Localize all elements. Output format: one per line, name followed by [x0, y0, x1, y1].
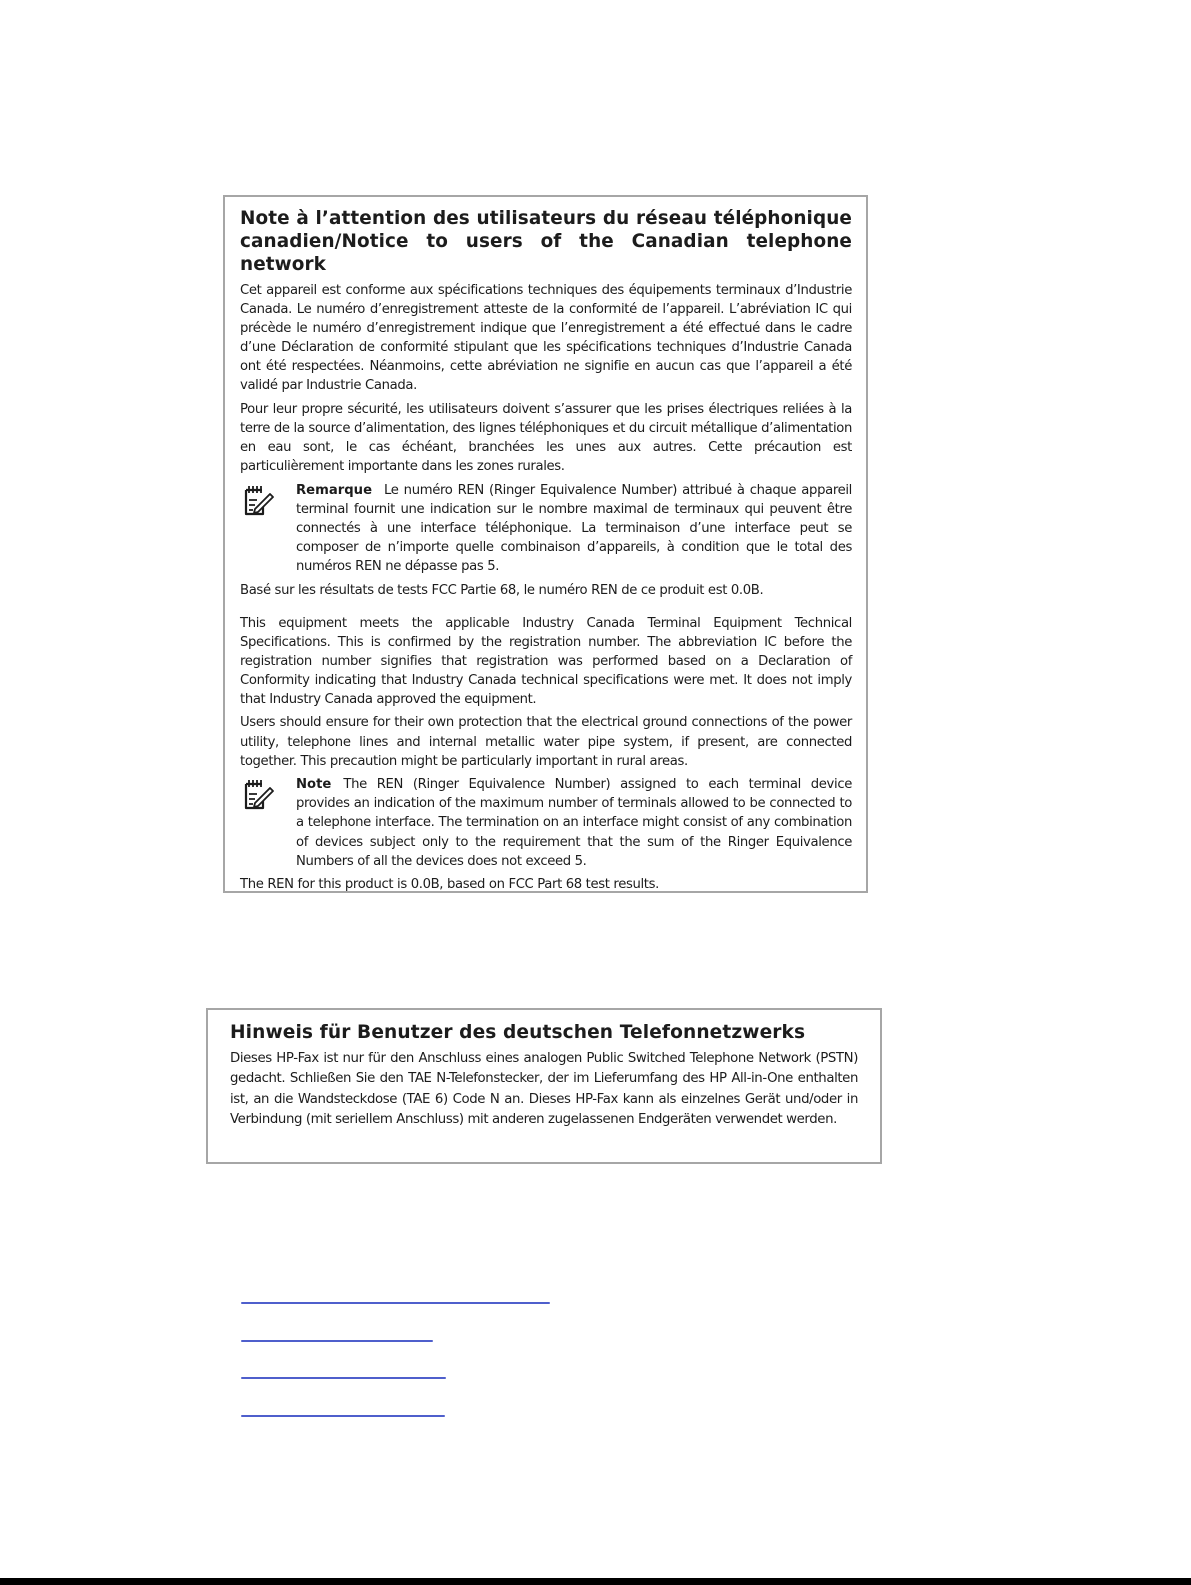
note-pencil-icon [240, 481, 282, 576]
germany-telephone-notice-box [206, 1008, 882, 1164]
link-underline-4[interactable] [241, 1415, 445, 1417]
canada-en-paragraph-2: Users should ensure for their own protection that the electrical ground connections of the power utility, telephone lines and internal metallic water pipe system, if present, are connected together. This precaution might be particularly important in rural areas. [240, 715, 852, 769]
canada-en-paragraph-1: This equipment meets the applicable Industry Canada Terminal Equipment Technical Specifications. This is confirmed by the registration number. The abbreviation IC before the registration number signifies that registration was performed based on a Declaration of Conformity indicating that Industry Canada technical specifications were met. It does not imply that Industry Canada approved the equipment. [240, 615, 852, 707]
canada-fr-paragraph-2: Pour leur propre sécurité, les utilisateurs doivent s’assurer que les prises électriques reliées à la terre de la source d’alimentation, des lignes téléphoniques et du circuit métallique d’alimentation en eau sont, le cas échéant, branchées les unes aux autres. Cette précaution est particulièrement importante dans les zones rurales. [240, 402, 852, 475]
canada-en-note-text [296, 775, 852, 870]
language-gap [240, 605, 852, 614]
canada-notice-title: Note à l’attention des utilisateurs du réseau téléphonique canadien/Notice to users of the Canadian telephone network [240, 208, 852, 275]
note-pencil-icon [240, 775, 282, 870]
canada-telephone-notice-box [223, 195, 868, 893]
link-underline-1[interactable] [241, 1302, 550, 1304]
germany-notice-paragraph: Dieses HP-Fax ist nur für den Anschluss eines analogen Public Switched Telephone Network (PSTN) gedacht. Schließen Sie den TAE N-Telefonstecker, der im Lieferumfang des HP All-in-One enthalten ist, an die Wandsteckdose (TAE 6) Code N an. Dieses HP-Fax kann als einzelnes Gerät und/oder in Verbindung (mit seriellem Anschluss) mit anderen zugelassenen Endgeräten verwendet werden. [230, 1051, 858, 1128]
canada-en-ren-line: The REN for this product is 0.0B, based on FCC Part 68 test results. [240, 877, 659, 893]
canada-fr-note-text [296, 481, 852, 576]
canada-en-note-label: Note [296, 777, 332, 793]
canada-en-note-body: The REN (Ringer Equivalence Number) assigned to each terminal device provides an indication of the maximum number of terminals allowed to be connected to a telephone interface. The termination on an interface might consist of any combination of devices subject only to the requirement that the sum of the Ringer Equivalence Numbers of all the devices does not exceed 5. [296, 777, 852, 869]
canada-en-note [240, 775, 852, 870]
link-underline-2[interactable] [241, 1340, 433, 1342]
canada-fr-paragraph-1: Cet appareil est conforme aux spécifications techniques des équipements terminaux d’Industrie Canada. Le numéro d’enregistrement atteste de la conformité de l’appareil. L’abréviation IC qui précède le numéro d’enregistrement indique que l’enregistrement a été effectué dans le cadre d’une Déclaration de conformité stipulant que les spécifications techniques d’Industrie Canada ont été respectées. Néanmoins, cette abréviation ne signifie en aucun cas que l’appareil a été validé par Industrie Canada. [240, 283, 852, 394]
canada-fr-ren-line: Basé sur les résultats de tests FCC Partie 68, le numéro REN de ce produit est 0.0B. [240, 582, 764, 598]
canada-fr-note-body: Le numéro REN (Ringer Equivalence Number) attribué à chaque appareil terminal fournit une indication sur le nombre maximal de terminaux qui peuvent être connectés à une interface téléphonique. La terminaison d’une interface peut se composer de n’importe quelle combinaison d’appareils, à condition que le total des numéros REN ne dépasse pas 5. [296, 482, 852, 575]
canada-fr-note-label: Remarque [296, 482, 373, 498]
link-underline-3[interactable] [241, 1377, 446, 1379]
canada-fr-note [240, 481, 852, 576]
page-footer-strip [0, 1578, 1191, 1585]
germany-notice-title: Hinweis für Benutzer des deutschen Telefonnetzwerks [230, 1022, 806, 1043]
